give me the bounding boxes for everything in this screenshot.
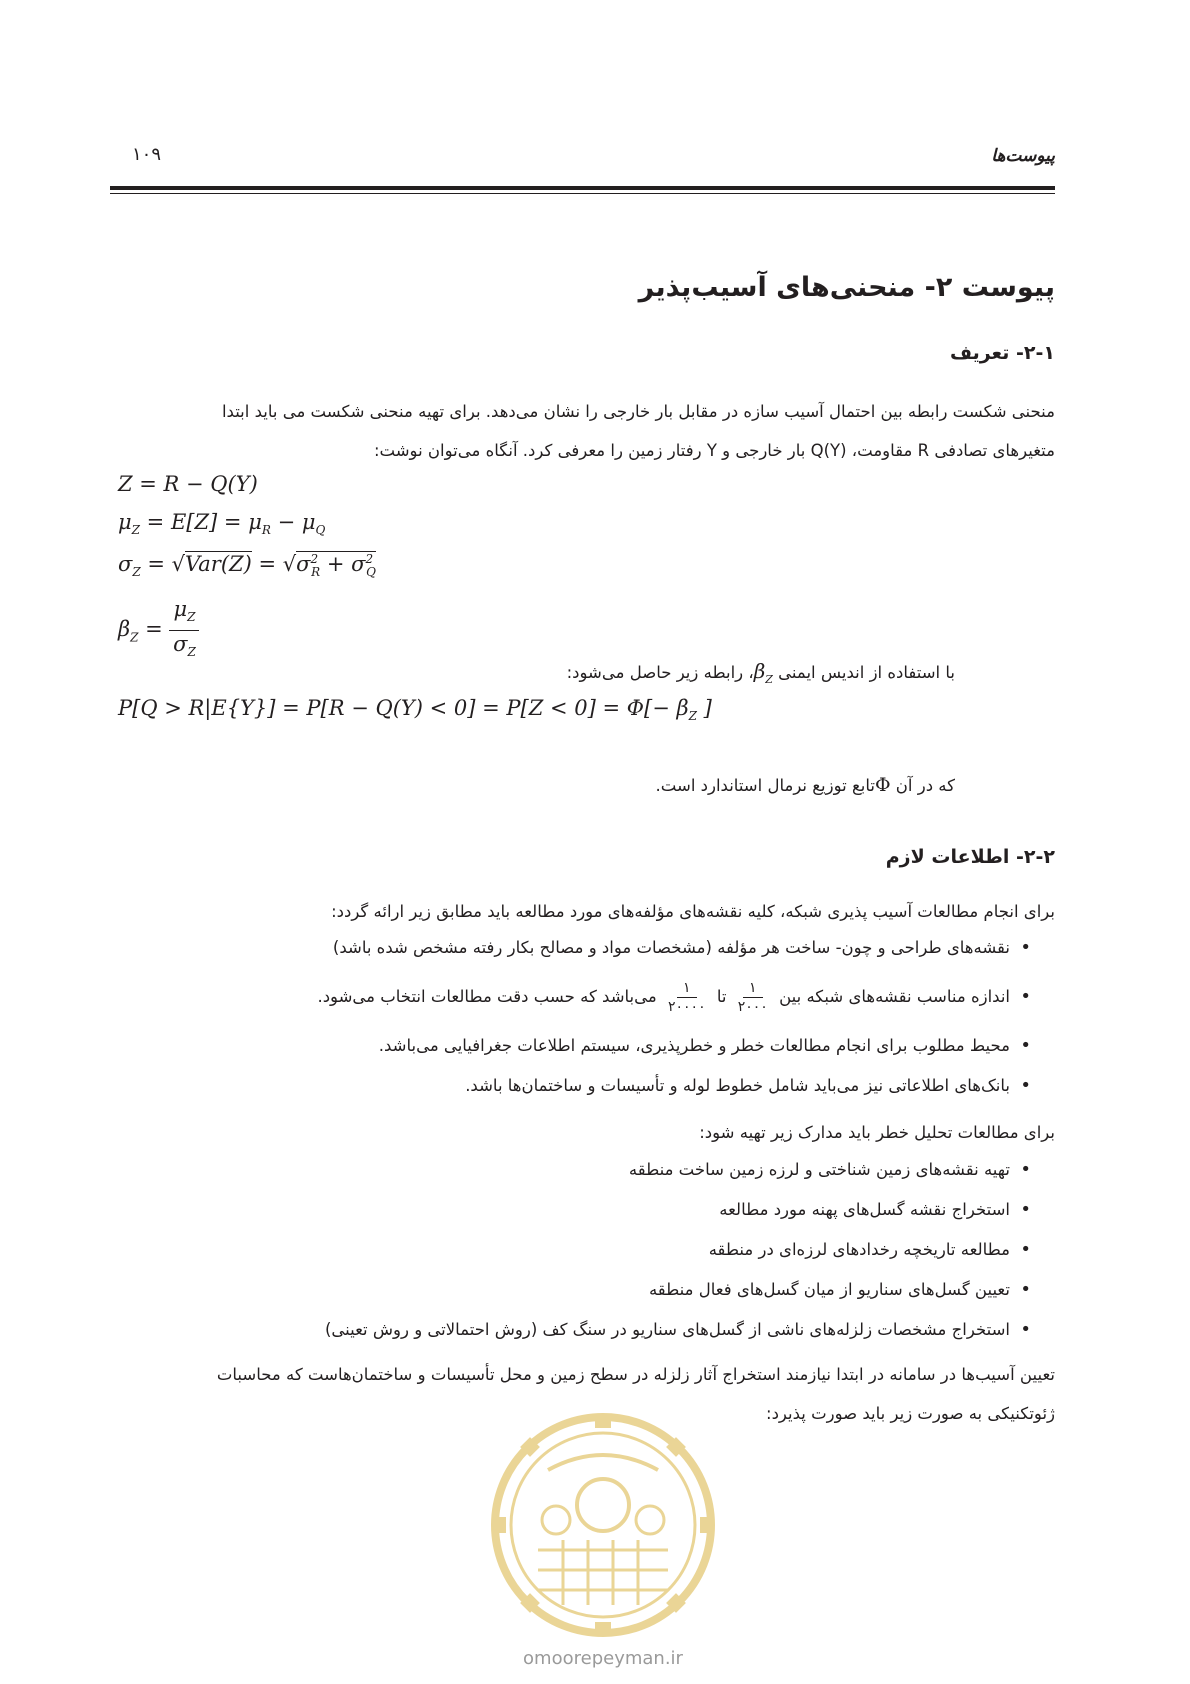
paragraph-definition-line1: منحنی شکست رابطه بین احتمال آسیب سازه در مقابل بار خارجی را نشان می‌دهد. برای تهیه منحنی شکست می باید ابتدا: [221, 402, 1055, 421]
page-number: ۱۰۹: [132, 144, 162, 165]
paragraph-definition-line2: متغیرهای تصادفی R مقاومت، Q(Y) بار خارجی و Y رفتار زمین را معرفی کرد. آنگاه می‌توان نوشت:: [373, 441, 1055, 460]
list-item: • محیط مطلوب برای انجام مطالعات خطر و خطرپذیری، سیستم اطلاعات جغرافیایی می‌باشد.: [155, 1026, 1055, 1066]
header-rule: [110, 186, 1055, 190]
paragraph-normal-distribution: که در آن Φتابع توزیع نرمال استاندارد است.: [655, 774, 955, 796]
paragraph-safety-index: با استفاده از اندیس ایمنی $\beta_Z،$ رابطه زیر حاصل می‌شود:: [566, 659, 955, 686]
paragraph-hazard-documents: برای مطالعات تحلیل خطر باید مدارک زیر تهیه شود:: [699, 1123, 1055, 1142]
equation-z: Z = R − Q(Y): [118, 472, 258, 496]
equation-probability: $P[Q > R|E\{Y\}] = P[R - Q(Y) < 0] = P[Z < 0] = \Phi[- \beta_Z$ ]: [118, 696, 712, 724]
bullet-list-maps: [155, 928, 1055, 1106]
list-item-map-scale: • اندازه مناسب نقشه‌های شبکه بین $\frac{۱}{۲۰۰۰}$ تا $\frac{۱}{۲۰۰۰۰}$ می‌باشد که حسب دقت مطالعات انتخاب می‌شود.: [155, 968, 1055, 1026]
section-title-required-info: ۲-۲- اطلاعات لازم: [885, 846, 1055, 868]
equation-mean: $\mu_Z = E[Z] = \mu_R - \mu_Q$: [118, 510, 326, 538]
equation-std: $\sigma_Z = √Var(Z) = √\sigma^2_R + \sigma^2_Q$: [118, 552, 376, 580]
bullet-list-hazard: [155, 1150, 1055, 1350]
paragraph-required-maps: برای انجام مطالعات آسیب پذیری شبکه، کلیه نقشه‌های مؤلفه‌های مورد مطالعه باید مطابق زیر ارائه گردد:: [331, 902, 1055, 921]
paragraph-damage-line1: تعیین آسیب‌ها در سامانه در ابتدا نیازمند استخراج آثار زلزله در سطح زمین و محل تأسیسات و ساختمان‌هاست که محاسبات: [216, 1365, 1055, 1384]
section-title-definition: ۲-۱- تعریف: [949, 342, 1055, 364]
list-item: • بانک‌های اطلاعاتی نیز می‌باید شامل خطوط لوله و تأسیسات و ساختمان‌ها باشد.: [155, 1066, 1055, 1106]
list-item: • استخراج مشخصات زلزله‌های ناشی از گسل‌های سناریو در سنگ کف (روش احتمالاتی و روش تعینی): [155, 1310, 1055, 1350]
list-item: • مطالعه تاریخچه رخدادهای لرزه‌ای در منطقه: [155, 1230, 1055, 1270]
chapter-title: پیوست ۲- منحنی‌های آسیب‌پذیر: [638, 272, 1055, 303]
equation-beta: $\beta_Z$ = $\frac{\mu_Z}{\sigma_Z}$: [118, 596, 199, 665]
list-item: • تعیین گسل‌های سناریو از میان گسل‌های فعال منطقه: [155, 1270, 1055, 1310]
list-item: • تهیه نقشه‌های زمین شناختی و لرزه زمین ساخت منطقه: [155, 1150, 1055, 1190]
watermark-seal-icon: [488, 1410, 718, 1640]
paragraph-damage-line2: ژئوتکنیکی به صورت زیر باید صورت پذیرد:: [766, 1404, 1055, 1423]
header-rule-thin: [110, 193, 1055, 194]
running-header-title: پیوست‌ها: [991, 146, 1055, 166]
list-item: • نقشه‌های طراحی و چون- ساخت هر مؤلفه (مشخصات مواد و مصالح بکار رفته مشخص شده باشد): [155, 928, 1055, 968]
watermark-url: omoorepeyman.ir: [523, 1648, 683, 1669]
fraction-1-2000: $\frac{۱}{۲۰۰۰}$: [737, 980, 768, 1015]
fraction-1-20000: $\frac{۱}{۲۰۰۰۰}$: [668, 980, 706, 1015]
list-item: • استخراج نقشه گسل‌های پهنه مورد مطالعه: [155, 1190, 1055, 1230]
